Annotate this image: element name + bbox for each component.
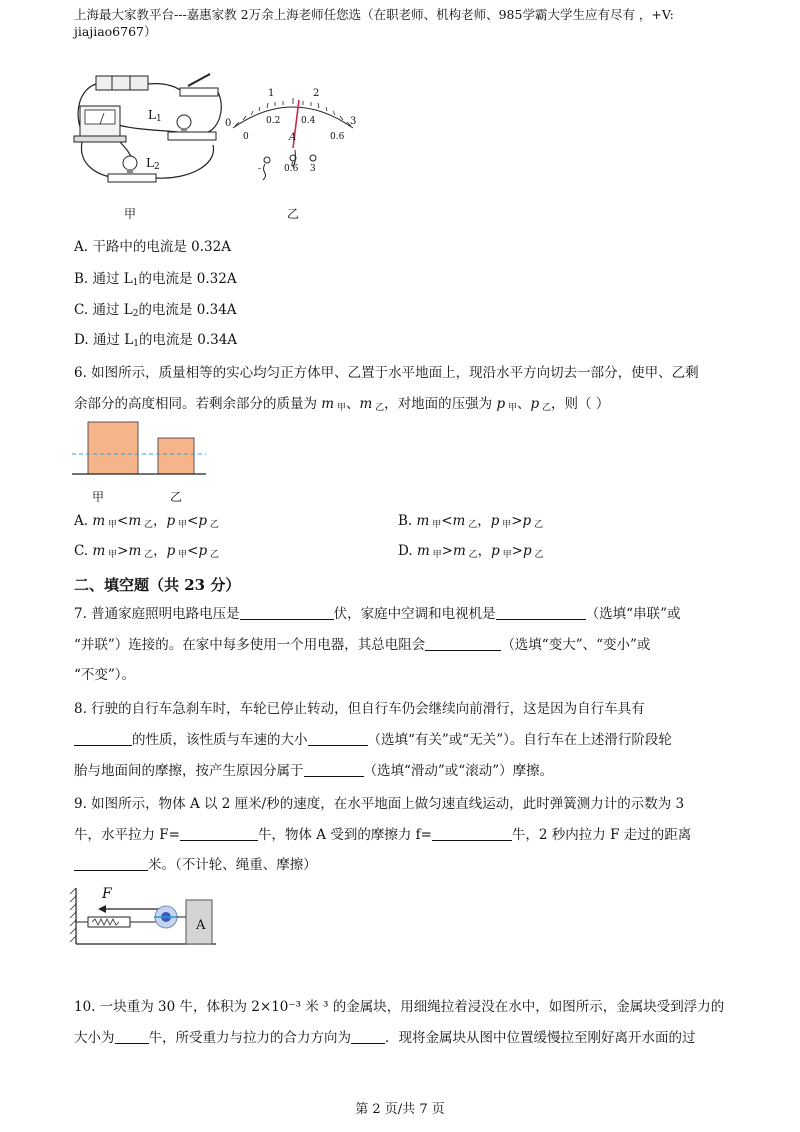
- q8-line3: 胎与地面间的摩擦，按产生原因分属于 （选填“滑动”或“滚动”）摩擦。: [74, 763, 554, 779]
- q5-option-b: B. 通过 $L_1$的电流是 0.32A: [74, 271, 237, 288]
- q9-line3: 米。（不计轮、绳重、摩擦）: [74, 856, 317, 874]
- page-header: 上海最大家教平台---嘉惠家教 2万余上海老师任您选（在职老师、机构老师、985学霸大学生应有尽有 ，+V: jiajiao6767）: [74, 7, 674, 39]
- q6-line2: 余部分的高度相同。若剩余部分的质量为 m $_甲$、m $_乙$，对地面的压强为 p $_甲$、p $_乙$，则（ ）: [74, 396, 610, 413]
- q7-line2: “并联”）连接的。在家中每多使用一个用电器，其总电阻会 （选填“变大”、“变小”或: [74, 637, 651, 653]
- q8-line2: 的性质，该性质与车速的大小 （选填“有关”或“无关”）。自行车在上述滑行阶段轮: [74, 731, 672, 749]
- label-yi: 乙: [170, 490, 183, 504]
- q9-line1: 9. 如图所示，物体 A 以 2 厘米/秒的速度，在水平地面上做匀速直线运动，此时弹簧测力计的示数为 3: [74, 796, 685, 812]
- q7-line1: 7. 普通家庭照明电路电压是 伏，家庭中空调和电视机是 （选填“串联”或: [74, 606, 681, 622]
- q10-line1: 10. 一块重为 30 牛，体积为 2×10⁻³ 米 ³ 的金属块，用细绳拉着浸没在水中，如图所示，金属块受到浮力的: [74, 999, 725, 1015]
- q6-option-d: D. m $_甲$>m $_乙$，p $_甲$>p $_乙$: [398, 543, 544, 560]
- q10-line2: 大小为 牛，所受重力与拉力的合力方向为 ．现将金属块从图中位置缓慢拉至刚好离开水面的过: [74, 1030, 696, 1046]
- q8-line1: 8. 行驶的自行车急刹车时，车轮已停止转动，但自行车仍会继续向前滑行，这是因为自行车具有: [74, 701, 645, 717]
- scale-bottom-2: 0.4: [301, 116, 316, 126]
- q7-line3: “不变”）。: [74, 667, 136, 683]
- label-l2: $L_2$: [146, 156, 160, 172]
- q6-option-c: C. m $_甲$>m $_乙$，p $_甲$<p $_乙$: [74, 543, 219, 560]
- label-jia: 甲: [92, 490, 105, 504]
- scale-top-0: 0: [225, 118, 232, 129]
- caption-yi: 乙: [287, 207, 300, 221]
- q5-option-c: C. 通过 $L_2$的电流是 0.34A: [74, 302, 237, 319]
- scale-top-2: 2: [313, 88, 320, 99]
- q9-line2: 牛，水平拉力 F= 牛，物体 A 受到的摩擦力 f= 牛，2 秒内拉力 F 走过的距离: [74, 827, 692, 843]
- scale-top-3: 3: [350, 116, 357, 127]
- q6-option-b: B. m $_甲$<m $_乙$，p $_甲$>p $_乙$: [398, 513, 544, 530]
- terminal-neg: -: [258, 164, 262, 174]
- cubes-figure: [72, 418, 212, 480]
- ammeter-unit: A: [289, 132, 297, 143]
- block-label: A: [196, 918, 206, 933]
- terminal-3: 3: [310, 164, 316, 174]
- terminal-06: 0.6: [284, 164, 299, 174]
- q6-option-a: A. m $_甲$<m $_乙$，p $_甲$<p $_乙$: [74, 513, 219, 530]
- scale-bottom-0: 0: [243, 132, 249, 142]
- page-footer: 第 2 页/共 7 页: [355, 1102, 445, 1117]
- circuit-diagram: [68, 70, 228, 195]
- spring-scale: [88, 917, 130, 927]
- q5-option-a: A. 干路中的电流是 0.32A: [74, 239, 231, 255]
- cube-jia: [88, 422, 138, 474]
- scale-bottom-3: 0.6: [330, 132, 345, 142]
- cube-yi: [158, 438, 194, 474]
- q5-option-d: D. 通过 $L_1$的电流是 0.34A: [74, 332, 238, 349]
- label-l1: $L_1$: [148, 108, 162, 124]
- section-title: 二、填空题（共 23 分）: [74, 576, 241, 594]
- force-label: F: [102, 886, 112, 902]
- scale-top-1: 1: [268, 88, 275, 99]
- scale-bottom-1: 0.2: [266, 116, 281, 126]
- caption-jia: 甲: [124, 207, 137, 221]
- q6-line1: 6. 如图所示，质量相等的实心均匀正方体甲、乙置于水平地面上，现沿水平方向切去一部分，使甲、乙剩: [74, 365, 699, 381]
